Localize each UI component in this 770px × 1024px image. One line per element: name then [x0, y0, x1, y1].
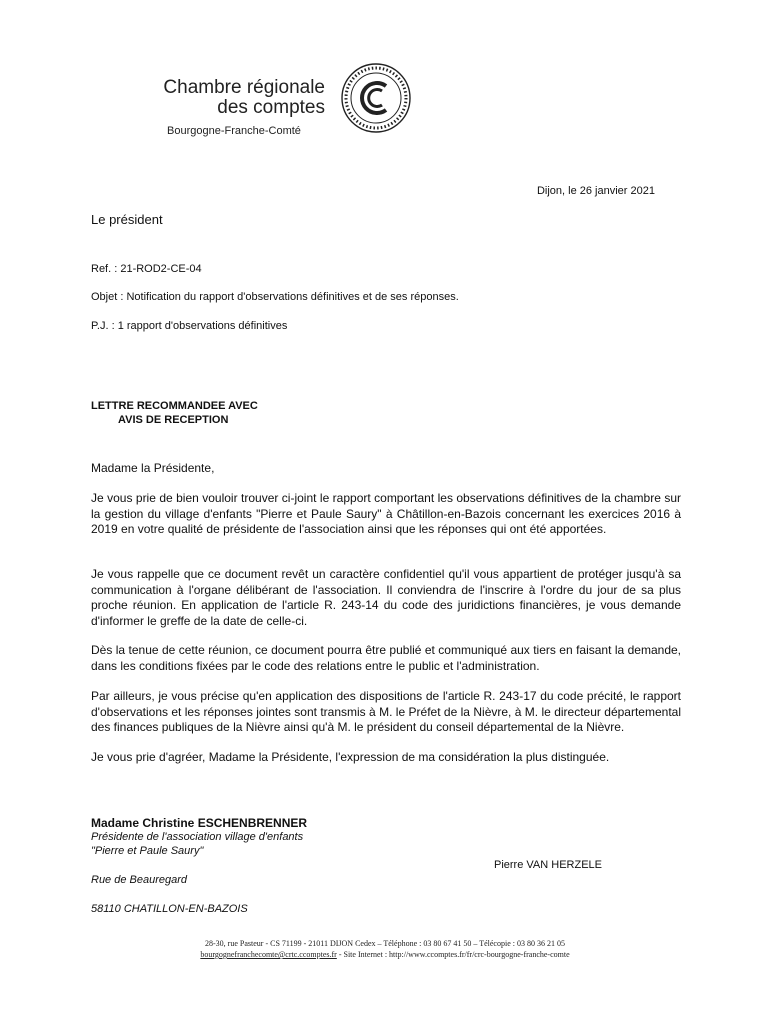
registered-mail-line-1: LETTRE RECOMMANDEE AVEC	[91, 400, 258, 412]
sender-title: Le président	[91, 212, 163, 227]
footer-contact	[0, 949, 770, 960]
recipient-role: Présidente de l'association village d'enfants	[91, 831, 304, 843]
recipient-role-2: "Pierre et Paule Saury"	[91, 845, 204, 857]
body-paragraph: Je vous prie de bien vouloir trouver ci-joint le rapport comportant les observations définitives de la chambre sur la gestion du village d'enfants "Pierre et Paule Saury" à Châtillon-en-Bazois concernant les exercices 2016 à 2019 en votre qualité de présidente de l'association ainsi que les réponses qui ont été apportées.	[91, 491, 681, 536]
letter-date: Dijon, le 26 janvier 2021	[536, 185, 655, 197]
logo-line-3: Bourgogne-Franche-Comté	[167, 125, 301, 137]
body-paragraph: Par ailleurs, je vous précise qu'en application des dispositions de l'article R. 243-17 du code précité, le rapport d'observations et les réponses jointes sont transmis à M. le Préfet de la Nièvre, à M. le directeur départemental des finances publiques de la Nièvre ainsi qu'à M. le président du conseil départemental de la Nièvre.	[91, 689, 681, 734]
footer-address: 28-30, rue Pasteur - CS 71199 - 21011 DIJON Cedex – Téléphone : 03 80 67 41 50 – Télécopie : 03 80 36 21 05	[205, 939, 565, 948]
salutation: Madame la Présidente,	[91, 461, 215, 475]
signatory-name: Pierre VAN HERZELE	[494, 859, 602, 871]
attachment-line: P.J. : 1 rapport d'observations définitives	[91, 320, 288, 332]
recipient-name: Madame Christine ESCHENBRENNER	[91, 816, 308, 830]
page-footer	[0, 938, 770, 960]
recipient-city: 58110 CHATILLON-EN-BAZOIS	[91, 903, 248, 915]
registered-mail-line-2: AVIS DE RECEPTION	[118, 414, 229, 426]
chambre-seal-logo-icon	[340, 62, 412, 134]
body-paragraph: Je vous rappelle que ce document revêt un caractère confidentiel qu'il vous appartient de protéger jusqu'à sa communication à l'organe délibérant de l'association. Il conviendra de l'inscrire à l'ordre du jour de sa plus proche réunion. En application de l'article R. 243-14 du code des juridictions financières, je vous demande d'informer le greffe de la date de celle-ci.	[91, 567, 681, 628]
closing-paragraph: Je vous prie d'agréer, Madame la Présidente, l'expression de ma considération la plus distinguée.	[91, 750, 610, 764]
logo-line-2: des comptes	[217, 97, 325, 118]
body-paragraph: Dès la tenue de cette réunion, ce document pourra être publié et communiqué aux tiers en faisant la demande, dans les conditions fixées par le code des relations entre le public et l'administration.	[91, 643, 681, 673]
logo-text	[145, 78, 325, 138]
subject-line: Objet : Notification du rapport d'observations définitives et de ses réponses.	[91, 291, 459, 303]
recipient-street: Rue de Beauregard	[91, 874, 188, 886]
footer-website: - Site Internet : http://www.ccomptes.fr/fr/crc-bourgogne-franche-comte	[336, 950, 570, 959]
logo-line-1: Chambre régionale	[163, 77, 325, 98]
reference-line: Ref. : 21-ROD2-CE-04	[91, 263, 202, 275]
footer-email-link[interactable]: bourgognefranchecomte@crtc.ccomptes.fr	[200, 950, 337, 959]
